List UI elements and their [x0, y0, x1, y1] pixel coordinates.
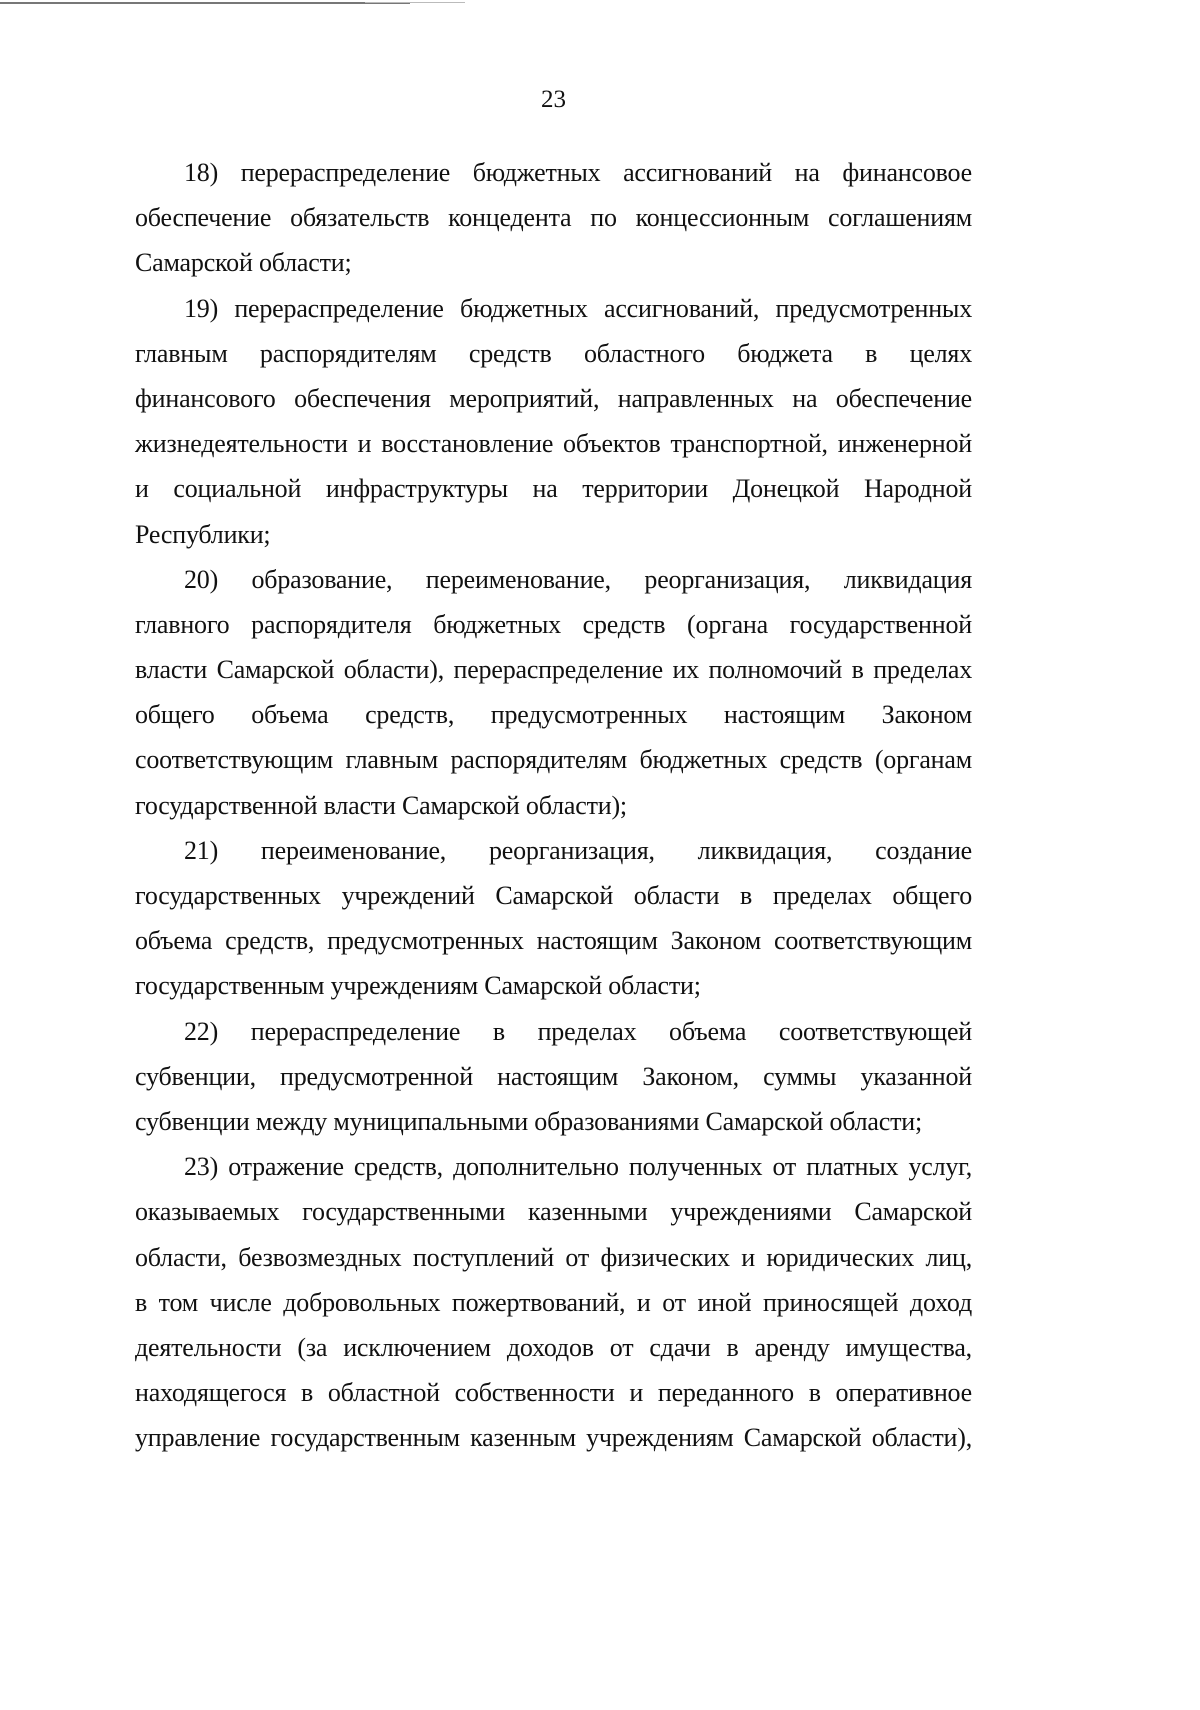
paragraph-item-18: [135, 150, 972, 286]
text-line: объема средств, предусмотренных настоящим Законом соответствующим: [135, 926, 972, 956]
text-line: власти Самарской области), перераспределение их полномочий в пределах: [135, 655, 972, 685]
text-line: государственных учреждений Самарской области в пределах общего: [135, 881, 972, 910]
paragraph-item-21: [135, 828, 972, 1009]
paragraph-item-23: [135, 1144, 972, 1460]
paragraph-item-22: [135, 1009, 972, 1145]
text-line: жизнедеятельности и восстановление объектов транспортной, инженерной: [135, 429, 972, 459]
text-line: Самарской области;: [135, 248, 352, 278]
text-line: управление государственным казенным учреждениям Самарской области),: [135, 1423, 972, 1453]
text-line: главного распорядителя бюджетных средств (органа государственной: [135, 609, 972, 639]
text-line: общего объема средств, предусмотренных настоящим Законом: [135, 700, 972, 730]
text-line: государственной власти Самарской области);: [135, 790, 627, 820]
text-line: Республики;: [135, 519, 271, 549]
text-line: государственным учреждениям Самарской области;: [135, 971, 701, 1001]
text-line: 18) перераспределение бюджетных ассигнований на финансовое: [184, 158, 972, 187]
text-line: субвенции, предусмотренной настоящим Законом, суммы указанной: [135, 1061, 972, 1091]
text-line: 19) перераспределение бюджетных ассигнований, предусмотренных: [184, 293, 972, 323]
text-line: оказываемых государственными казенными учреждениями Самарской: [135, 1197, 972, 1227]
scan-edge-line: [0, 2, 410, 4]
text-line: финансового обеспечения мероприятий, направленных на обеспечение: [135, 383, 972, 413]
text-line: соответствующим главным распорядителям бюджетных средств (органам: [135, 745, 972, 775]
text-line: и социальной инфраструктуры на территории Донецкой Народной: [135, 474, 972, 504]
text-line: находящегося в областной собственности и переданного в оперативное: [135, 1378, 972, 1408]
text-line: 22) перераспределение в пределах объема соответствующей: [184, 1016, 972, 1046]
page-number: 23: [541, 86, 566, 113]
text-line: обеспечение обязательств концедента по концессионным соглашениям: [135, 203, 972, 233]
text-line: 23) отражение средств, дополнительно полученных от платных услуг,: [184, 1152, 972, 1182]
text-line: области, безвозмездных поступлений от физических и юридических лиц,: [135, 1242, 972, 1272]
text-line: 21) переименование, реорганизация, ликвидация, создание: [184, 835, 972, 865]
text-line: главным распорядителям средств областного бюджета в целях: [135, 338, 972, 368]
document-body: [135, 150, 972, 1460]
paragraph-item-20: [135, 557, 972, 828]
text-line: субвенции между муниципальными образованиями Самарской области;: [135, 1106, 922, 1136]
scan-edge-line: [365, 2, 465, 3]
text-line: 20) образование, переименование, реорганизация, ликвидация: [184, 564, 972, 594]
text-line: деятельности (за исключением доходов от сдачи в аренду имущества,: [135, 1332, 972, 1362]
paragraph-item-19: [135, 286, 972, 557]
text-line: в том числе добровольных пожертвований, и от иной приносящей доход: [135, 1287, 972, 1317]
